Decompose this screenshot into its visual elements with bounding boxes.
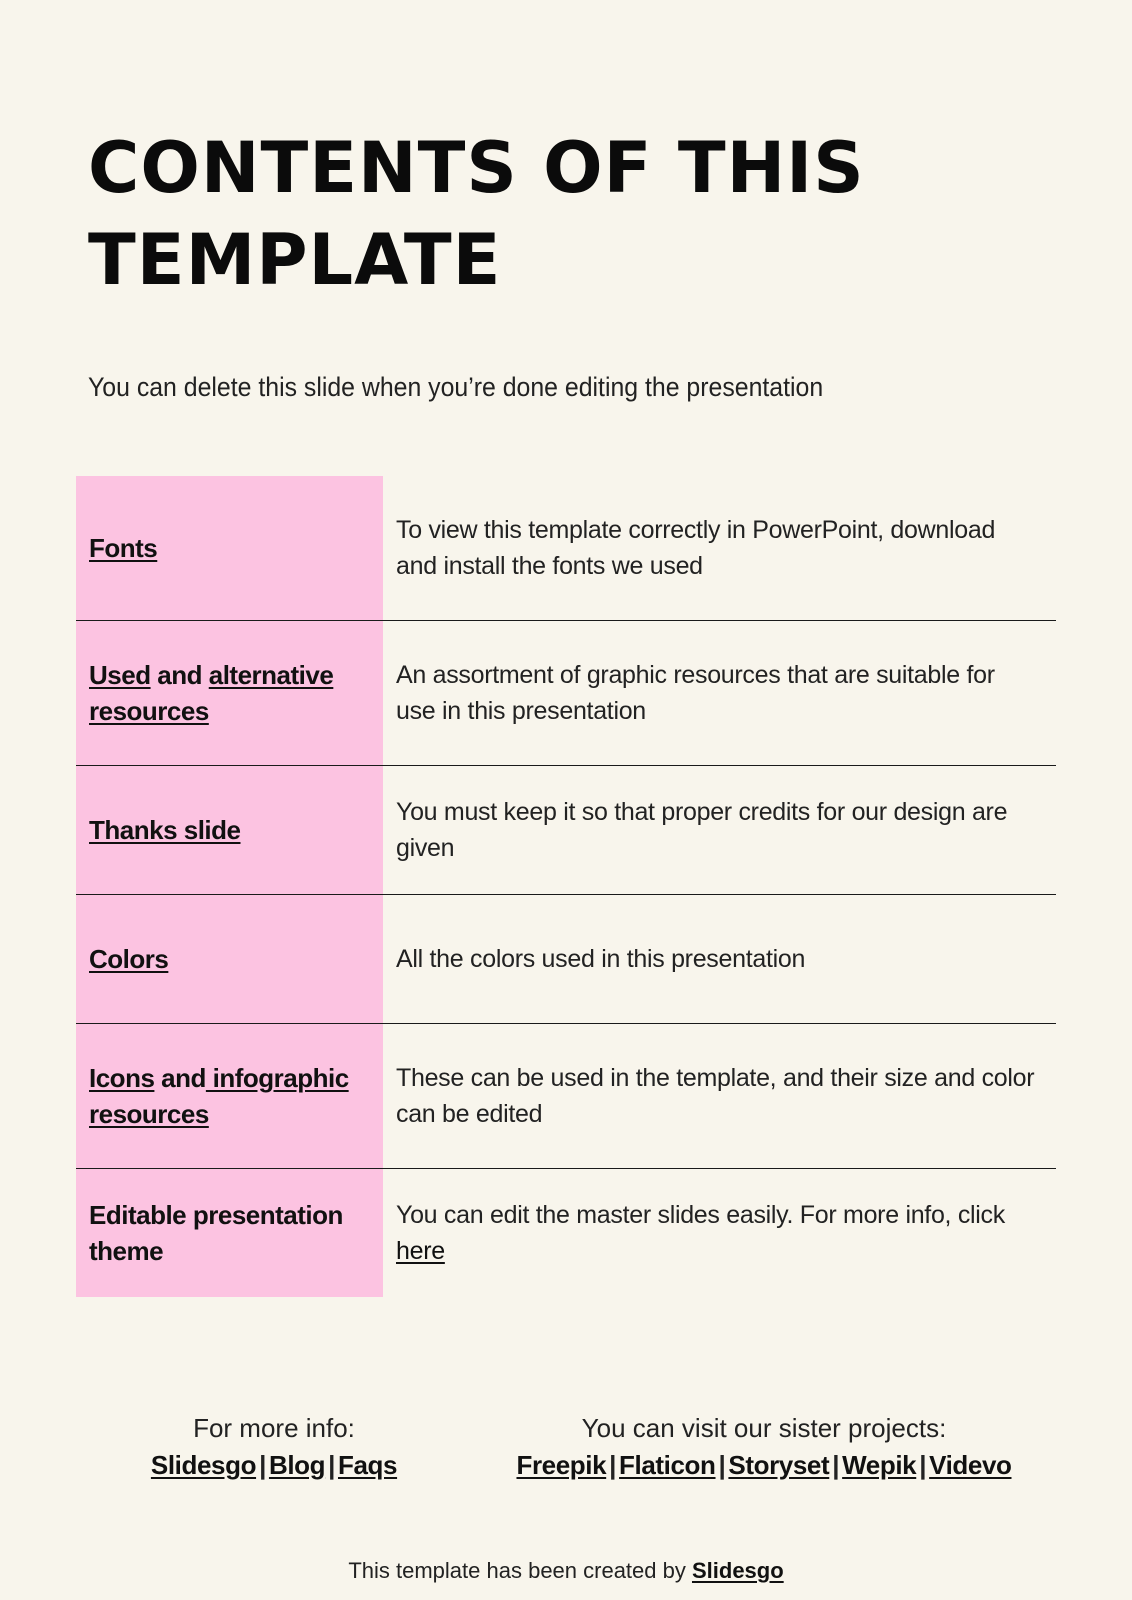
row-label-cell [76, 1169, 383, 1297]
right-text: You can edit the master slides easily. For more info, click [396, 1201, 1005, 1229]
page-subtitle: You can delete this slide when you’re done editing the presentation [88, 372, 824, 402]
right-text: You must keep it so that proper credits for our design are given [396, 798, 1008, 862]
row-label-cell [76, 766, 383, 894]
footer-link-flaticon[interactable]: Flaticon [619, 1450, 716, 1480]
row-label [89, 530, 157, 566]
link-fonts[interactable]: Fonts [89, 533, 158, 563]
row-description-cell [383, 621, 1056, 765]
link-icons[interactable]: Icons [89, 1063, 155, 1093]
row-description-cell [383, 476, 1056, 620]
right-text: All the colors used in this presentation [396, 945, 806, 973]
left-text: and [154, 1063, 206, 1093]
footer-more-info-links [132, 1447, 416, 1484]
footer-link-storyset[interactable]: Storyset [728, 1450, 830, 1480]
contents-table [76, 476, 1056, 1297]
table-row [76, 766, 1056, 895]
row-description-cell [383, 1024, 1056, 1168]
footer-link-wepik[interactable]: Wepik [842, 1450, 917, 1480]
row-description-cell [383, 895, 1056, 1023]
row-label [89, 812, 241, 848]
row-label-cell [76, 1024, 383, 1168]
left-text: Editable presentation theme [89, 1200, 343, 1266]
footer-link-faqs[interactable]: Faqs [337, 1450, 398, 1480]
footer-sister-projects-links [494, 1447, 1034, 1484]
footer-sister-projects [494, 1410, 1034, 1484]
row-description [396, 941, 805, 977]
link-used[interactable]: Used [89, 660, 151, 690]
row-label-cell [76, 476, 383, 620]
row-description-cell [383, 1169, 1056, 1297]
table-row [76, 476, 1056, 621]
footer-link-slidesgo[interactable]: Slidesgo [150, 1450, 257, 1480]
table-row [76, 895, 1056, 1024]
row-label-cell [76, 621, 383, 765]
credit-text: This template has been created by [348, 1558, 692, 1583]
credit-link-slidesgo[interactable]: Slidesgo [691, 1558, 784, 1583]
row-description [396, 1197, 1036, 1269]
right-text: These can be used in the template, and their size and color can be edited [396, 1064, 1035, 1128]
link-separator: | [328, 1450, 335, 1480]
link-colors[interactable]: Colors [89, 944, 169, 974]
row-description-cell [383, 766, 1056, 894]
row-label [89, 657, 371, 729]
footer-more-info-heading: For more info: [193, 1413, 355, 1443]
link-here[interactable]: here [396, 1237, 445, 1265]
table-row [76, 1169, 1056, 1297]
left-text: and [150, 660, 209, 690]
table-row [76, 1024, 1056, 1169]
row-description [396, 512, 1036, 584]
row-label-cell [76, 895, 383, 1023]
page-title [88, 122, 1048, 306]
footer-link-freepik[interactable]: Freepik [516, 1450, 607, 1480]
link-separator: | [609, 1450, 617, 1480]
footer-link-blog[interactable]: Blog [268, 1450, 326, 1480]
link-infographic-resources[interactable]: infographic resources [89, 1063, 349, 1129]
row-label [89, 1197, 371, 1269]
row-description [396, 657, 1036, 729]
page-title-line-2: TEMPLATE [88, 219, 502, 301]
row-description [396, 1060, 1036, 1132]
link-thanks-slide[interactable]: Thanks slide [89, 815, 241, 845]
link-separator: | [832, 1450, 840, 1480]
link-separator: | [919, 1450, 927, 1480]
row-label [89, 1060, 371, 1132]
right-text: An assortment of graphic resources that are suitable for use in this presentation [396, 661, 995, 725]
row-description [396, 794, 1036, 866]
footer-more-info [132, 1410, 416, 1484]
table-row [76, 621, 1056, 766]
row-label [89, 941, 168, 977]
footer-sister-projects-heading: You can visit our sister projects: [581, 1413, 947, 1443]
footer-link-videvo[interactable]: Videvo [929, 1450, 1012, 1480]
link-separator: | [259, 1450, 266, 1480]
link-alternative-resources[interactable]: alternative resources [89, 660, 334, 726]
credit-line [0, 1556, 1132, 1586]
right-text: To view this template correctly in PowerPoint, download and install the fonts we used [396, 516, 996, 580]
page-title-line-1: CONTENTS OF THIS [88, 127, 865, 209]
link-separator: | [718, 1450, 726, 1480]
